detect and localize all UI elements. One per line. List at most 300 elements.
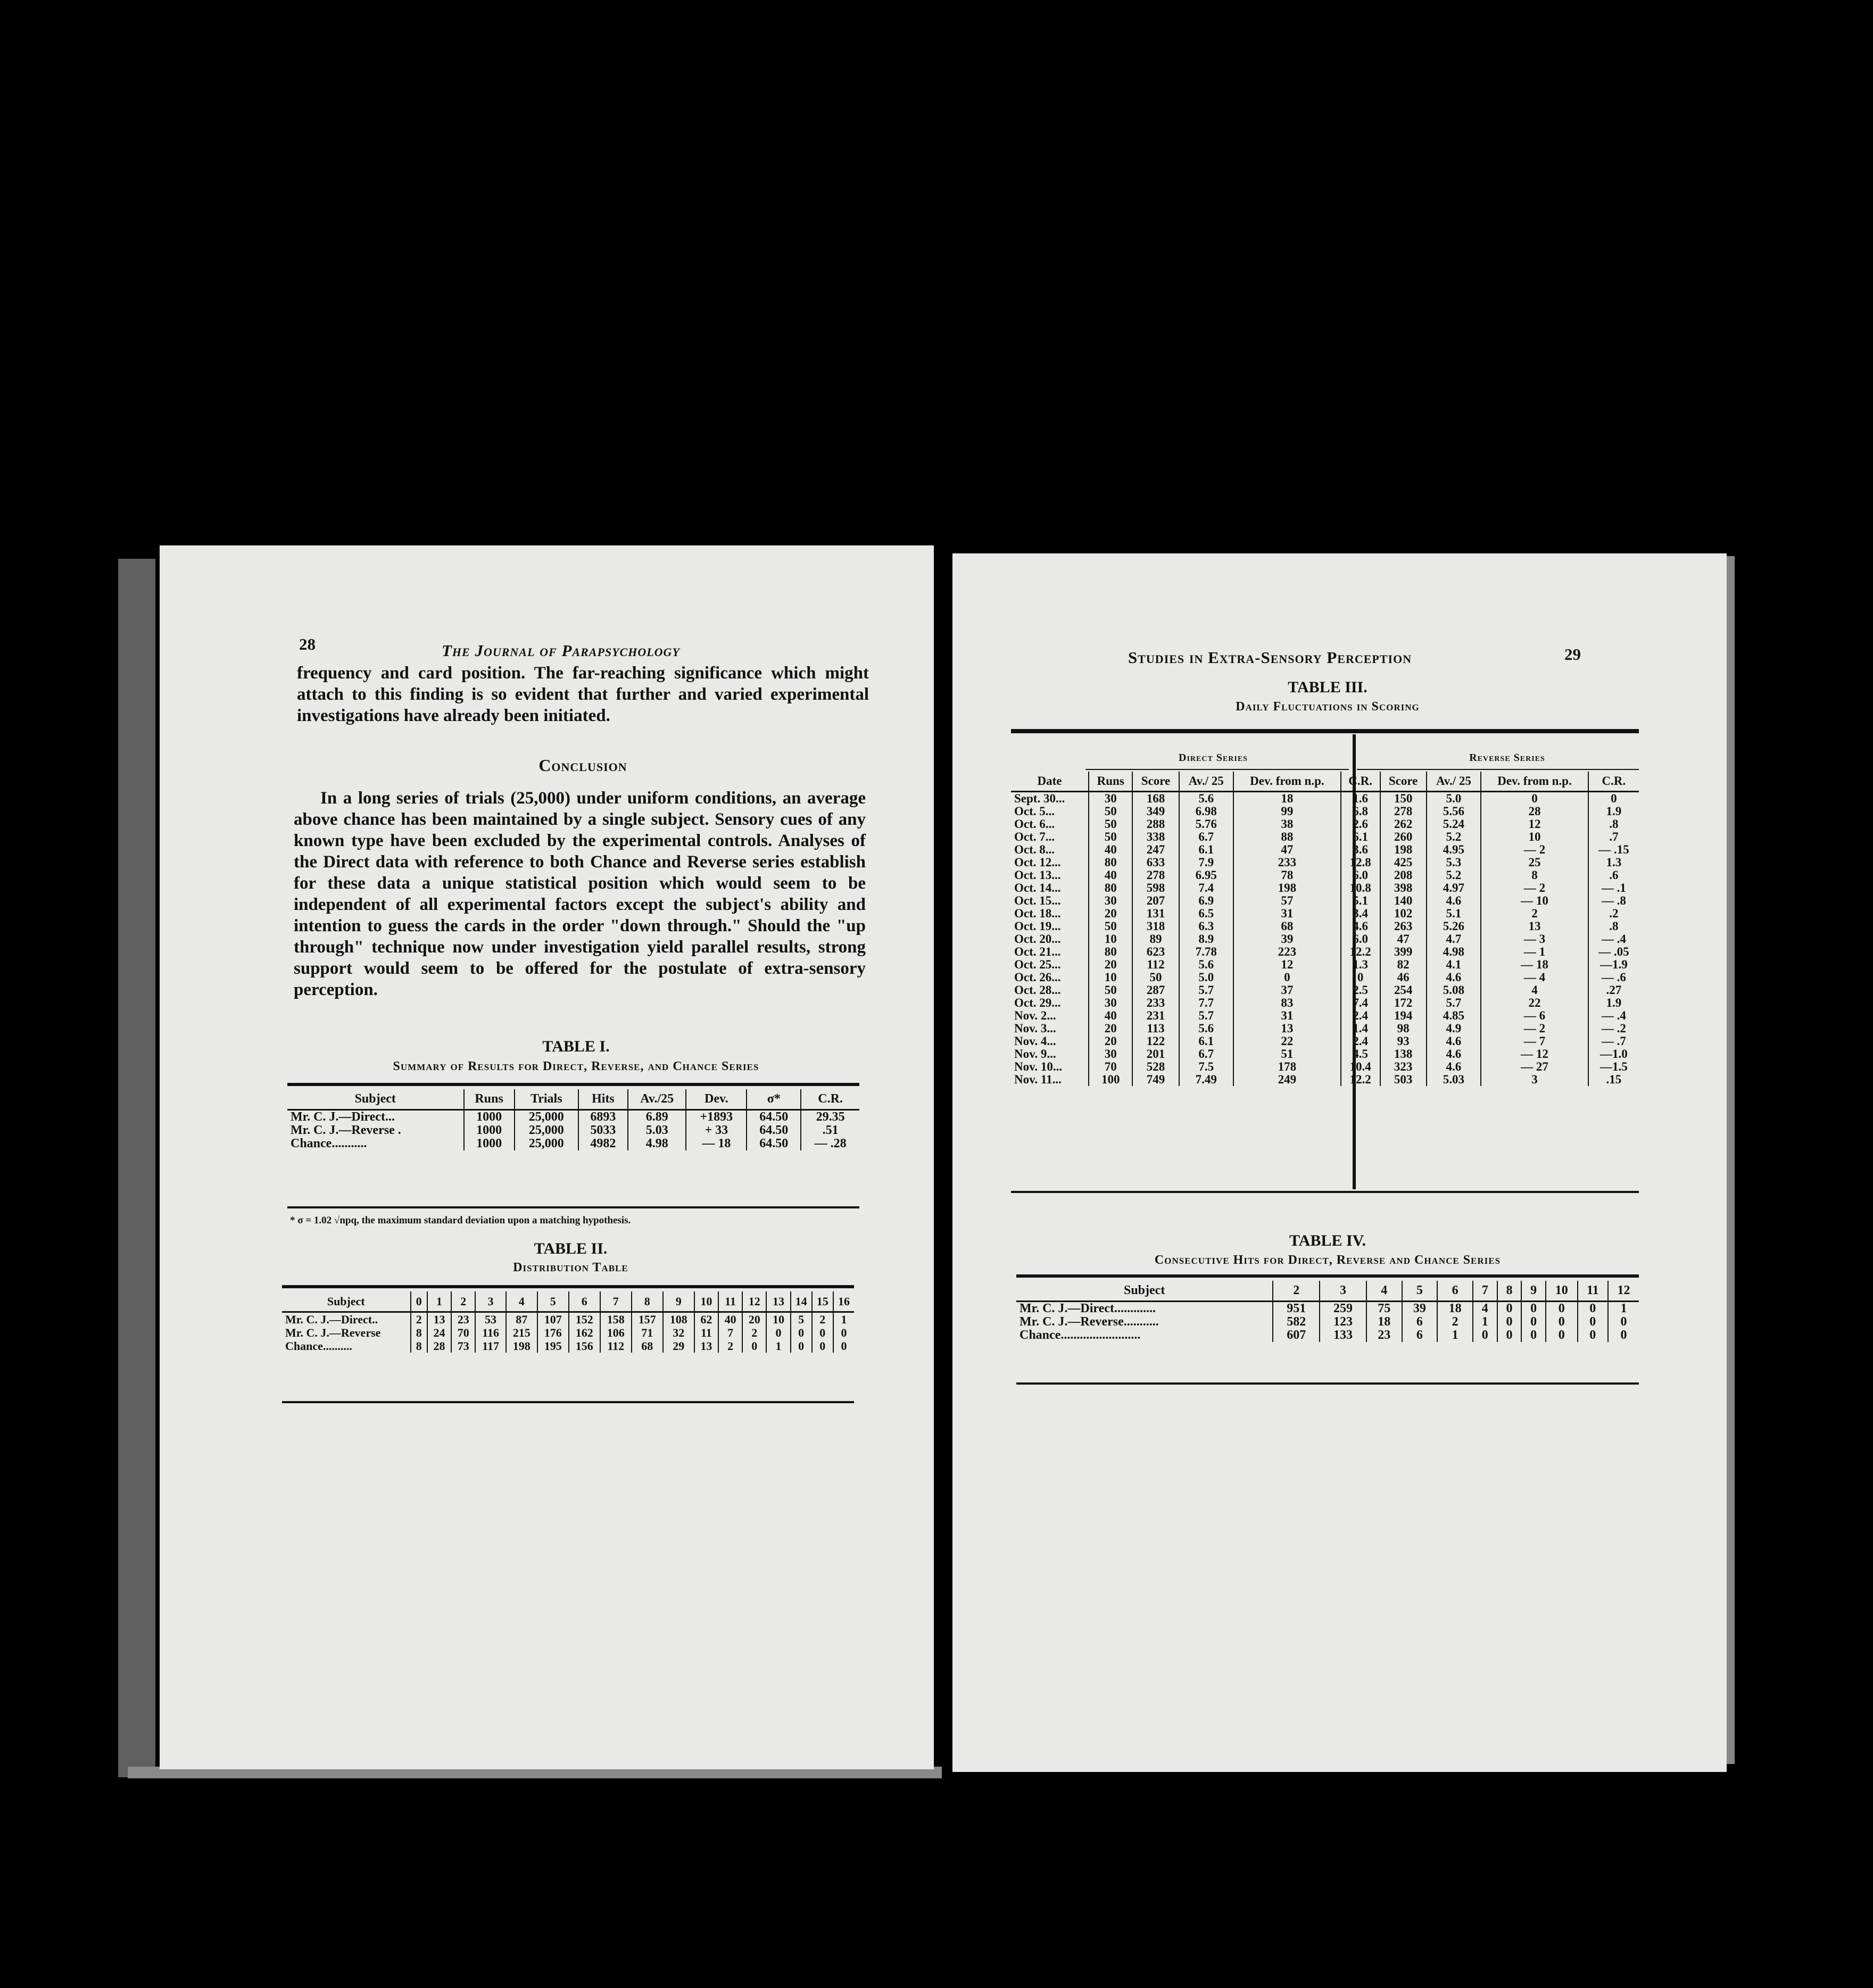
table1-cell: 25,000 [515,1110,578,1124]
table3-cell: 30 [1089,997,1133,1009]
table3-cell: 5.6 [1179,958,1234,971]
table3-cell: 70 [1089,1061,1133,1073]
table3-cell: 6.7 [1179,1048,1234,1061]
table2-cell: 11 [694,1326,718,1339]
table2-row [282,1312,854,1327]
table3-cell: — 7 [1481,1035,1588,1048]
table2-cell: 108 [663,1312,694,1327]
table3-row [1011,1035,1639,1048]
table2-cell: 71 [632,1326,663,1339]
table1-cell: 4.98 [628,1137,686,1150]
table3-cell: 1.9 [1588,805,1639,818]
table3-cell: 2.5 [1341,984,1380,997]
table2-cell: 106 [600,1326,632,1339]
table3-cell: 47 [1233,843,1341,856]
table2-cell: 87 [506,1312,537,1327]
table2-cell: 23 [451,1312,475,1327]
table3-cell: 4.5 [1341,1048,1380,1061]
table2-cell: 2 [411,1312,427,1327]
table3-cell: 50 [1089,805,1133,818]
table3-bottom-rule [1011,1191,1639,1193]
table4-header-1: 2 [1273,1281,1320,1302]
table3-cell: 5.76 [1179,818,1234,831]
table2-cell: 13 [694,1339,718,1353]
table2-cell: 32 [663,1326,694,1339]
table3-cell: 503 [1380,1073,1427,1086]
table3-header-6: Score [1380,772,1427,792]
table2-header-15: 14 [791,1291,812,1312]
table3-cell: 4.6 [1427,1035,1481,1048]
table3-header-row [1011,772,1639,792]
table3-group-direct: Direct Series [1179,752,1248,764]
table1-header-3: Hits [578,1089,628,1110]
table3-cell: Nov. 3... [1014,1022,1056,1035]
table3-cell: 338 [1132,831,1179,843]
table2-cell: 116 [475,1326,505,1339]
table1-row [287,1110,859,1124]
table4-cell: 0 [1497,1302,1522,1316]
table3-cell: — .8 [1588,894,1639,907]
table3-group-reverse: Reverse Series [1469,752,1545,764]
table3-cell: 12.8 [1341,856,1380,869]
table3-cell: 172 [1380,997,1427,1009]
table3-row [1011,831,1639,843]
table3-row [1011,856,1639,869]
table2-header-8: 7 [600,1291,632,1312]
table1-cell: 25,000 [515,1137,578,1150]
table3-cell: 4.98 [1427,946,1481,958]
intro-paragraph: frequency and card position. The far-reaching significance which might attach to this finding is so evident that further and varied experimental investigations have already been initiated. [297,664,869,725]
table3-cell: 5.3 [1427,856,1481,869]
table2-cell: 29 [663,1339,694,1353]
table4-cell: 0 [1546,1302,1578,1316]
table3-cell: 5.0 [1427,792,1481,806]
table3-cell: 68 [1233,920,1341,933]
table1-label: TABLE I. [542,1038,610,1055]
table3-header-9: C.R. [1588,772,1639,792]
table4-cell: 0 [1546,1315,1578,1329]
table3-cell: 3.4 [1341,907,1380,920]
table3-cell: 6.0 [1341,933,1380,946]
table3-cell: 288 [1132,818,1179,831]
table3-cell: 40 [1089,843,1133,856]
table3-header-2: Score [1132,772,1179,792]
table3-cell: — .6 [1588,971,1639,984]
table3-row [1011,869,1639,882]
table3-cell: Oct. 21... [1014,945,1061,958]
table3-cell: 88 [1233,831,1341,843]
table2-header-6: 5 [537,1291,569,1312]
table3-cell: 4.6 [1341,920,1380,933]
table3-cell: .15 [1588,1073,1639,1086]
table3-cell: 0 [1588,792,1639,806]
table3-cell: 30 [1089,792,1133,806]
table4-cell: 0 [1521,1329,1546,1342]
table3-cell: Oct. 7... [1014,830,1055,843]
table3-cell: — .1 [1588,882,1639,894]
table1-cell: 64.50 [747,1110,801,1124]
table3-cell: 2.6 [1341,818,1380,831]
table3-cell: 6.9 [1179,894,1234,907]
table1-header-row [287,1089,859,1110]
table4-cell: 0 [1521,1315,1546,1329]
table2-header-17: 16 [833,1291,854,1312]
table2-cell: 195 [537,1339,569,1353]
table2-header-1: 0 [411,1291,427,1312]
table3-cell: 30 [1089,894,1133,907]
table3-cell: 4.1 [1427,958,1481,971]
table2-header-5: 4 [506,1291,537,1312]
table1-footnote: * σ = 1.02 √npq, the maximum standard deviation upon a matching hypothesis. [290,1215,631,1226]
table3-cell: Nov. 2... [1014,1009,1056,1022]
table3-cell: 6.1 [1179,843,1234,856]
table3-cell: 140 [1380,894,1427,907]
table1-cell: — .28 [801,1137,859,1150]
table3-cell: .7 [1588,831,1639,843]
table3-cell: Nov. 4... [1014,1034,1056,1048]
table3-cell: Oct. 6... [1014,817,1055,831]
table2-header-13: 12 [742,1291,766,1312]
table3-cell: 2.4 [1341,1009,1380,1022]
table3-row [1011,1048,1639,1061]
table3-cell: 7.4 [1341,997,1380,1009]
table1-header-2: Trials [515,1089,578,1110]
table4 [1016,1281,1639,1342]
table3-cell: 5.1 [1341,894,1380,907]
table3-cell: — 3 [1481,933,1588,946]
table4-cell: 607 [1273,1329,1320,1342]
table2-cell: 73 [451,1339,475,1353]
table4-title: Consecutive Hits for Direct, Reverse and Chance Series [1154,1253,1501,1267]
table3-header-0: Date [1011,772,1089,792]
table2-cell: 0 [833,1339,854,1353]
table3-cell: Oct. 8... [1014,843,1055,856]
table3-cell: — 2 [1481,843,1588,856]
table3-cell: — 1 [1481,946,1588,958]
table3-cell: 6.5 [1179,907,1234,920]
table3-cell: 1.9 [1588,997,1639,1009]
table4-header-0: Subject [1016,1281,1273,1302]
table2-header-2: 1 [427,1291,451,1312]
table3-cell: 10 [1089,971,1133,984]
table2-header-3: 2 [451,1291,475,1312]
table4-cell: Chance......................... [1020,1328,1141,1342]
table1-row [287,1124,859,1137]
table2-cell: 0 [791,1326,812,1339]
table3-cell: 122 [1132,1035,1179,1048]
table4-header-10: 11 [1578,1281,1608,1302]
table3-cell: 4.7 [1427,933,1481,946]
table3-cell: 12.2 [1341,1073,1380,1086]
table3-cell: 323 [1380,1061,1427,1073]
table4-cell: Mr. C. J.—Reverse........... [1020,1315,1159,1329]
table2-header-9: 8 [632,1291,663,1312]
table3-cell: 5.2 [1427,831,1481,843]
table3-cell: 6.7 [1179,831,1234,843]
table3-cell: 50 [1089,831,1133,843]
table3-row [1011,997,1639,1009]
table3-cell: 263 [1380,920,1427,933]
table1-cell: 4982 [578,1137,628,1150]
table4-cell: 133 [1320,1329,1366,1342]
table3-cell: 6.1 [1341,831,1380,843]
table1-cell: +1893 [686,1110,747,1124]
table3-cell: 278 [1132,869,1179,882]
table3-cell: 7.4 [1179,882,1234,894]
table3-row [1011,933,1639,946]
table3-row [1011,805,1639,818]
table3-cell: 633 [1132,856,1179,869]
table2-cell: 2 [742,1326,766,1339]
table4-cell: 582 [1273,1315,1320,1329]
table3-group-rule-direct [1085,769,1349,770]
table3-cell: 46 [1380,971,1427,984]
table4-header-row [1016,1281,1639,1302]
table2-cell: 70 [451,1326,475,1339]
table3-cell: 1.3 [1341,958,1380,971]
table3-cell: 5.08 [1427,984,1481,997]
table1-cell: Mr. C. J.—Reverse . [291,1123,401,1137]
table2-cell: 2 [812,1312,833,1327]
table2-header-14: 13 [766,1291,790,1312]
table1-header-4: Av./25 [628,1089,686,1110]
table4-top-rule [1016,1274,1639,1278]
table1-cell: 6.89 [628,1110,686,1124]
table3-cell: .8 [1588,920,1639,933]
running-head-right: Studies in Extra-Sensory Perception [1128,648,1412,667]
table3-cell: 10 [1481,831,1588,843]
table4-cell: 0 [1608,1329,1639,1342]
table1-row [287,1137,859,1150]
table3-cell: 528 [1132,1061,1179,1073]
table1-cell: 1000 [464,1137,515,1150]
table3-cell: Nov. 11... [1014,1073,1062,1086]
table4-cell: 0 [1608,1315,1639,1329]
table3-cell: 57 [1233,894,1341,907]
table3-cell: 8 [1481,869,1588,882]
table3-header-4: Dev. from n.p. [1233,772,1341,792]
table3-cell: 6.3 [1179,920,1234,933]
table3-cell: 39 [1233,933,1341,946]
table2-cell: 176 [537,1326,569,1339]
table4-header-5: 6 [1437,1281,1473,1302]
table4-cell: 951 [1273,1302,1320,1316]
table3-cell: 102 [1380,907,1427,920]
conclusion-text: In a long series of trials (25,000) under uniform conditions, an average above chance has been maintained by a single subject. Sensory cues of any known type have been excluded by the experimental controls. Analyses of the Direct data with reference to both Chance and Reverse series establish for these data a unique statistical position which would seem to be independent of all experimental factors except the subject's ability and intention to guess the cards in the order "down through." Should the "up through" technique now under investigation yield parallel results, strong support would seem to be offered for the postulate of extra-sensory perception. [294,789,866,999]
table3-cell: Nov. 10... [1014,1060,1063,1073]
table2 [282,1291,854,1353]
table3-cell: 278 [1380,805,1427,818]
table2-cell: 62 [694,1312,718,1327]
table3-cell: —1.9 [1588,958,1639,971]
table2-cell: 1 [833,1312,854,1327]
table4-row [1016,1315,1639,1329]
table4-cell: 39 [1402,1302,1438,1316]
table3-cell: 10.8 [1341,882,1380,894]
page-number-left: 28 [299,635,316,653]
table2-header-7: 6 [569,1291,600,1312]
table3-cell: 349 [1132,805,1179,818]
table1-cell: 6893 [578,1110,628,1124]
table3-cell: 4.6 [1427,1048,1481,1061]
table3-cell: .27 [1588,984,1639,997]
table3-cell: 6.98 [1179,805,1234,818]
table4-header-4: 5 [1402,1281,1438,1302]
table2-cell: 0 [812,1339,833,1353]
table3-row [1011,958,1639,971]
table2-cell: Mr. C. J.—Reverse [285,1326,381,1339]
table3-cell: 150 [1380,792,1427,806]
table4-cell: 1 [1437,1329,1473,1342]
table3-cell: 208 [1380,869,1427,882]
table1-cell: 1000 [464,1110,515,1124]
right-page [952,553,1727,1772]
table3-cell: 10 [1089,933,1133,946]
table3-cell: 233 [1233,856,1341,869]
table3-cell: 198 [1233,882,1341,894]
table3-cell: Sept. 30... [1014,792,1065,805]
table3-cell: 25 [1481,856,1588,869]
table3-cell: 749 [1132,1073,1179,1086]
table4-cell: 6 [1402,1315,1438,1329]
table3-cell: 50 [1089,984,1133,997]
table3-cell: 80 [1089,882,1133,894]
table3-row [1011,984,1639,997]
table3-cell: 4.6 [1427,971,1481,984]
table3-cell: 260 [1380,831,1427,843]
table3-cell: 98 [1380,1022,1427,1035]
table3-cell: 50 [1132,971,1179,984]
table3-cell: Oct. 5... [1014,805,1055,818]
table3-cell: 99 [1233,805,1341,818]
table3-cell: 13 [1481,920,1588,933]
table3-row [1011,818,1639,831]
table4-row [1016,1302,1639,1316]
table3-cell: 198 [1380,843,1427,856]
table3-row [1011,946,1639,958]
table3-cell: 50 [1089,818,1133,831]
table3-cell: — 27 [1481,1061,1588,1073]
table3-cell: 5.6 [1179,792,1234,806]
table2-cell: 68 [632,1339,663,1353]
table3-cell: 8.9 [1179,933,1234,946]
table3-cell: —1.5 [1588,1061,1639,1073]
table3-header-1: Runs [1089,772,1133,792]
table2-cell: 8 [411,1339,427,1353]
table2-cell: 5 [791,1312,812,1327]
table2-header-16: 15 [812,1291,833,1312]
table3-cell: 30 [1089,1048,1133,1061]
table4-cell: 123 [1320,1315,1366,1329]
table2-header-row [282,1291,854,1312]
table3-cell: Oct. 13... [1014,868,1061,882]
table3-cell: 80 [1089,856,1133,869]
table3-cell: 194 [1380,1009,1427,1022]
table1-cell: .51 [801,1124,859,1137]
table3-cell: 168 [1132,792,1179,806]
table2-label: TABLE II. [534,1240,608,1257]
table3-cell: 20 [1089,1035,1133,1048]
table2-cell: 8 [411,1326,427,1339]
table1-header-7: C.R. [801,1089,859,1110]
table3-cell: 12.2 [1341,946,1380,958]
table1-cell: + 33 [686,1124,747,1137]
table3-header-8: Dev. from n.p. [1481,772,1588,792]
table3-cell: 5.7 [1427,997,1481,1009]
table3-cell: 7.78 [1179,946,1234,958]
table3-cell: 1.6 [1341,792,1380,806]
table3-cell: 131 [1132,907,1179,920]
table4-cell: 0 [1497,1315,1522,1329]
table3-cell: 6.8 [1341,805,1380,818]
table2-cell: 1 [766,1339,790,1353]
table3-cell: 5.0 [1179,971,1234,984]
table4-cell: 23 [1366,1329,1402,1342]
table3-cell: 12 [1233,958,1341,971]
table2-cell: 162 [569,1326,600,1339]
table2-cell: 112 [600,1339,632,1353]
table3-cell: 5.6 [1179,1022,1234,1035]
table3-cell: 4 [1481,984,1588,997]
table3-cell: 5.26 [1427,920,1481,933]
table3-cell: 247 [1132,843,1179,856]
table3-cell: 47 [1380,933,1427,946]
table3-cell: 38 [1233,818,1341,831]
table4-cell: 259 [1320,1302,1366,1316]
table3-top-rule [1011,729,1639,733]
table2-row [282,1339,854,1353]
table3-cell: Oct. 26... [1014,971,1061,984]
table3-cell: Oct. 29... [1014,996,1061,1009]
table3-cell: Oct. 25... [1014,958,1061,971]
table2-cell: Mr. C. J.—Direct.. [285,1313,378,1326]
table2-cell: 215 [506,1326,537,1339]
table3-cell: 82 [1380,958,1427,971]
running-head-left: The Journal of Parapsychology [442,641,680,660]
table1-top-rule [287,1083,859,1086]
table3-cell: 31 [1233,907,1341,920]
table3-cell: 5.7 [1179,984,1234,997]
table3-row [1011,1009,1639,1022]
table3-cell: 287 [1132,984,1179,997]
table3-cell: — 10 [1481,894,1588,907]
table3-cell: 4.9 [1427,1022,1481,1035]
table1-cell: 64.50 [747,1124,801,1137]
table3-cell: 18 [1233,792,1341,806]
table3-header-3: Av./ 25 [1179,772,1234,792]
table3-cell: Oct. 18... [1014,907,1061,920]
table3-row [1011,1061,1639,1073]
table2-cell: 13 [427,1312,451,1327]
table2-cell: 28 [427,1339,451,1353]
table3-cell: 20 [1089,907,1133,920]
table3-row [1011,894,1639,907]
table3-cell: 10.4 [1341,1061,1380,1073]
table3-cell: 89 [1132,933,1179,946]
table2-bottom-rule [282,1401,854,1403]
table3-cell: 4.6 [1427,1061,1481,1073]
table3-cell: — .7 [1588,1035,1639,1048]
table2-cell: 7 [718,1326,742,1339]
table3-cell: 40 [1089,869,1133,882]
table3-cell: 80 [1089,946,1133,958]
table4-cell: 0 [1578,1302,1608,1316]
table3-cell: 231 [1132,1009,1179,1022]
table2-header-11: 10 [694,1291,718,1312]
table1-title: Summary of Results for Direct, Reverse, and Chance Series [393,1059,759,1073]
table3-cell: 6.1 [1179,1035,1234,1048]
table3-cell: Oct. 19... [1014,920,1061,933]
